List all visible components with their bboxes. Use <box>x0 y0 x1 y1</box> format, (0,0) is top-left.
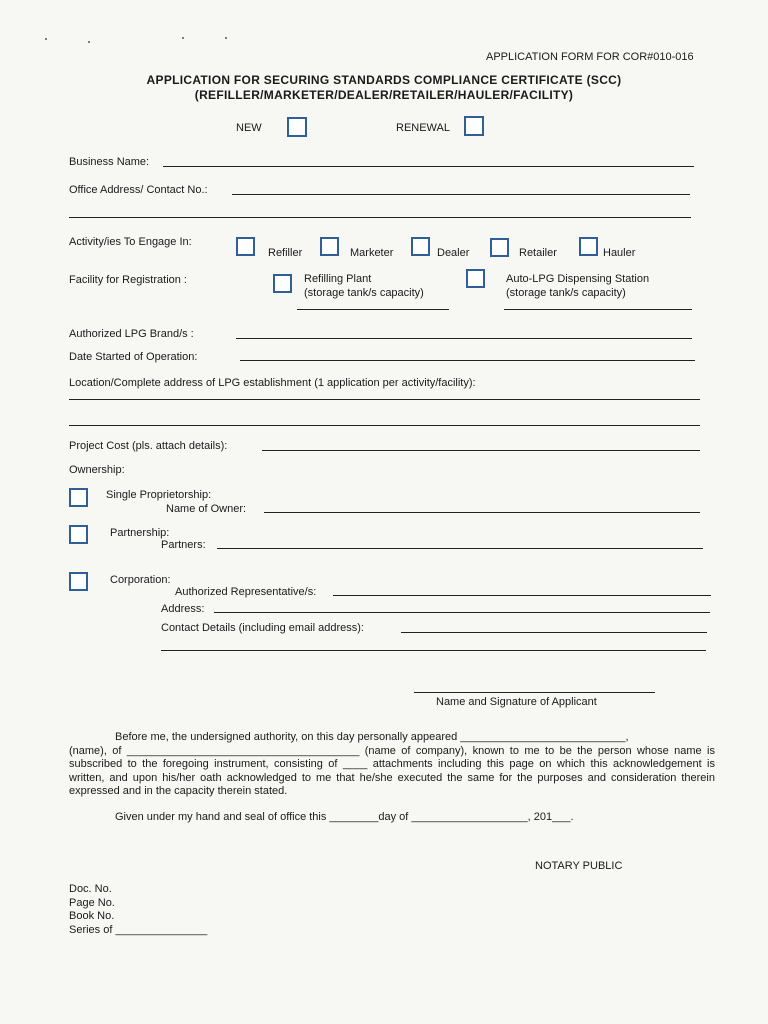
auto-lpg-checkbox[interactable] <box>466 269 485 288</box>
scan-speck <box>182 37 184 39</box>
book-no-label: Book No. <box>69 910 115 922</box>
scan-speck <box>88 41 90 43</box>
new-label: NEW <box>236 122 262 134</box>
given-under-hand: Given under my hand and seal of office this ________day of ___________________, 201___. <box>115 811 574 823</box>
address-label: Address: <box>161 603 205 615</box>
scan-speck <box>225 37 227 39</box>
business-name-field[interactable] <box>163 166 694 167</box>
doc-no-label: Doc. No. <box>69 883 112 895</box>
marketer-label: Marketer <box>350 247 394 259</box>
renewal-checkbox[interactable] <box>464 116 484 136</box>
partnership-label: Partnership: <box>110 527 170 539</box>
corporation-checkbox[interactable] <box>69 572 88 591</box>
location-field[interactable] <box>69 399 700 400</box>
ownership-label: Ownership: <box>69 464 125 476</box>
form-code: APPLICATION FORM FOR COR#010-016 <box>486 51 694 63</box>
refilling-plant-checkbox[interactable] <box>273 274 292 293</box>
contact-details-field-line2[interactable] <box>161 650 706 651</box>
refiller-checkbox[interactable] <box>236 237 255 256</box>
series-of-label: Series of _______________ <box>69 924 208 936</box>
office-address-label: Office Address/ Contact No.: <box>69 184 208 196</box>
office-address-field[interactable] <box>232 194 690 195</box>
dealer-checkbox[interactable] <box>411 237 430 256</box>
corporation-label: Corporation: <box>110 574 171 586</box>
partners-label: Partners: <box>161 539 206 551</box>
renewal-label: RENEWAL <box>396 122 450 134</box>
new-checkbox[interactable] <box>287 117 307 137</box>
acknowledgement-body: (name), of ______________________________________ (name of company), known to me to be the person whose name is subscribed to the foregoing instrument, consisting of ____ attachments including this page on which this acknowledgement is written, and upon his/her oath acknowledged to me that he/she executed the same for the purposes and consideration therein expressed and in the capacity therein stated. <box>69 744 715 797</box>
scan-speck <box>45 38 47 40</box>
authorized-rep-field[interactable] <box>333 595 711 596</box>
auto-lpg-capacity-label: (storage tank/s capacity) <box>506 287 626 299</box>
partnership-checkbox[interactable] <box>69 525 88 544</box>
hauler-label: Hauler <box>603 247 636 259</box>
single-proprietorship-label: Single Proprietorship: <box>106 489 212 501</box>
contact-details-field[interactable] <box>401 632 707 633</box>
location-field-line2[interactable] <box>69 425 700 426</box>
office-address-field-line2[interactable] <box>69 217 691 218</box>
project-cost-field[interactable] <box>262 450 700 451</box>
refilling-plant-capacity-label: (storage tank/s capacity) <box>304 287 424 299</box>
owner-name-field[interactable] <box>264 512 700 513</box>
project-cost-label: Project Cost (pls. attach details): <box>69 440 228 452</box>
retailer-label: Retailer <box>519 247 557 259</box>
owner-name-label: Name of Owner: <box>166 503 247 515</box>
activity-label: Activity/ies To Engage In: <box>69 236 192 248</box>
refilling-plant-label: Refilling Plant <box>304 273 372 285</box>
facility-label: Facility for Registration : <box>69 274 187 286</box>
single-proprietorship-checkbox[interactable] <box>69 488 88 507</box>
acknowledgement-line1: Before me, the undersigned authority, on this day personally appeared ___________________________, <box>115 731 629 743</box>
contact-details-label: Contact Details (including email address): <box>161 622 364 634</box>
business-name-label: Business Name: <box>69 156 150 168</box>
location-label: Location/Complete address of LPG establishment (1 application per activity/facility): <box>69 377 476 389</box>
brand-label: Authorized LPG Brand/s : <box>69 328 194 340</box>
refiller-label: Refiller <box>268 247 303 259</box>
auto-lpg-label: Auto-LPG Dispensing Station <box>506 273 650 285</box>
signature-label: Name and Signature of Applicant <box>436 696 597 708</box>
authorized-rep-label: Authorized Representative/s: <box>175 586 317 598</box>
retailer-checkbox[interactable] <box>490 238 509 257</box>
auto-lpg-capacity-field[interactable] <box>504 309 692 310</box>
dealer-label: Dealer <box>437 247 470 259</box>
signature-field[interactable] <box>414 692 655 693</box>
date-started-label: Date Started of Operation: <box>69 351 198 363</box>
brand-field[interactable] <box>236 338 692 339</box>
page-no-label: Page No. <box>69 897 115 909</box>
refilling-plant-capacity-field[interactable] <box>297 309 449 310</box>
partners-field[interactable] <box>217 548 703 549</box>
address-field[interactable] <box>214 612 710 613</box>
hauler-checkbox[interactable] <box>579 237 598 256</box>
acknowledgement-paragraph <box>69 731 715 799</box>
form-title: APPLICATION FOR SECURING STANDARDS COMPLIANCE CERTIFICATE (SCC) <box>146 73 622 87</box>
notary-public-label: NOTARY PUBLIC <box>535 860 623 872</box>
date-started-field[interactable] <box>240 360 695 361</box>
form-subtitle: (REFILLER/MARKETER/DEALER/RETAILER/HAULER/FACILITY) <box>194 88 574 102</box>
marketer-checkbox[interactable] <box>320 237 339 256</box>
